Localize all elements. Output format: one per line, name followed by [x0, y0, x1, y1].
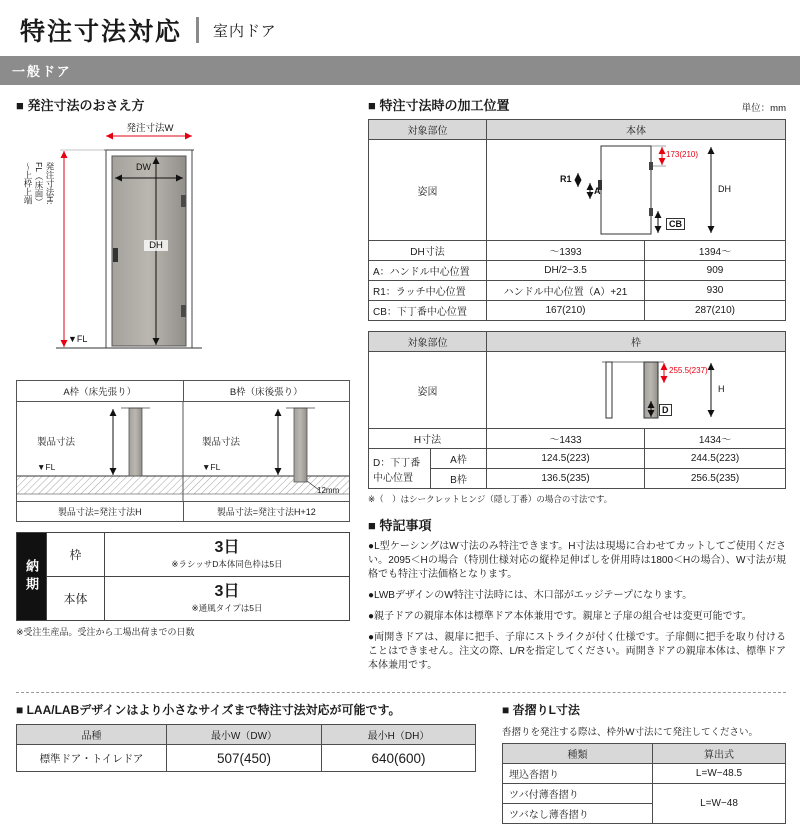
delivery-label: 納期 [24, 558, 39, 595]
table-row [369, 120, 786, 140]
fl-label: ▼FL [68, 334, 88, 344]
frame-sub-label: B枠 [431, 469, 487, 489]
row-value: 1394〜 [645, 241, 786, 261]
fl-b-label: ▼FL [202, 462, 221, 472]
delivery-part: 本体 [47, 577, 105, 621]
frame-processing-section [368, 331, 786, 505]
min-w-cell: 507(450) [167, 745, 322, 772]
table-row [17, 533, 350, 577]
order-width-label: 発注寸法W [126, 123, 174, 134]
page-header [0, 0, 800, 56]
table-row [369, 281, 786, 301]
r1-dim-label: R1 [560, 174, 572, 184]
offset-12mm-label: 12mm [317, 486, 340, 495]
row-value: 〜1393 [487, 241, 645, 261]
part-header: 対象部位 [369, 332, 487, 352]
frame-sub-label: A枠 [431, 449, 487, 469]
type-cell: ツバなし薄沓摺り [503, 804, 653, 824]
laa-heading: ■ LAA/LABデザインはより小さなサイズまで特注寸法対応が可能です。 [16, 703, 401, 717]
table-row [369, 241, 786, 261]
row-value: 136.5(235) [487, 469, 645, 489]
frame-a-formula: 製品寸法=発注寸法H [17, 502, 184, 521]
frame-comparison [16, 380, 350, 522]
processing-heading-row [368, 95, 786, 114]
figure-cell [487, 140, 786, 241]
d-label-line2: 中心位置 [373, 472, 413, 484]
d-label-line1: D：下丁番 [373, 457, 421, 469]
part-header: 対象部位 [369, 120, 487, 140]
unit-label: 単位：mm [741, 103, 786, 114]
column-header: 品種 [17, 725, 167, 745]
order-height-label [22, 162, 55, 342]
delivery-note: ※ラシッサD本体同色枠は5日 [171, 558, 283, 569]
table-row [369, 449, 786, 469]
delivery-label-cell [17, 533, 47, 621]
table-row [369, 352, 786, 429]
formula-cell: L=W−48 [653, 784, 786, 824]
row-label: R1：ラッチ中心位置 [369, 281, 487, 301]
category-bar: 一般ドア [0, 56, 800, 85]
table-row [369, 429, 786, 449]
row-value: 287(210) [645, 301, 786, 321]
bottom-section [16, 692, 786, 824]
row-value: 1434〜 [645, 429, 786, 449]
row-label: A：ハンドル中心位置 [369, 261, 487, 281]
row-value: 167(210) [487, 301, 645, 321]
body-processing-table [368, 119, 786, 321]
delivery-days: 3日 [214, 583, 240, 601]
row-label: CB：下丁番中心位置 [369, 301, 487, 321]
table-row [17, 577, 350, 621]
delivery-days: 3日 [214, 539, 240, 557]
row-value: DH/2−3.5 [487, 261, 645, 281]
delivery-footnote: ※受注生産品。受注から工場出荷までの日数 [16, 627, 195, 637]
dh-dim-label: DH [718, 184, 731, 194]
row-value: ハンドル中心位置（A）+21 [487, 281, 645, 301]
dh-label: DH [144, 240, 168, 251]
target-header: 枠 [487, 332, 786, 352]
order-height-line2: FL（床面） [34, 162, 44, 206]
order-height-line1: 発注寸法H: [45, 162, 55, 205]
delivery-value-cell [105, 577, 350, 621]
row-label: H寸法 [369, 429, 487, 449]
special-notes-heading: ■ 特記事項 [368, 518, 432, 533]
list-item: ●両開きドアは、親扉に把手、子扉にストライクが付く仕様です。子扉側に把手を取り付けることはできません。注文の際、L/Rを指定してください。両開きドアの親扉本体は、標準ドア本体兼用です。 [368, 632, 786, 671]
delivery-note: ※通風タイプは5日 [191, 602, 263, 613]
frame-a-header: A枠（床先張り） [17, 381, 184, 401]
table-row [369, 469, 786, 489]
h-dim-label: H [718, 384, 725, 394]
figure-label: 姿図 [369, 140, 487, 241]
list-item: ●L型ケーシングはW寸法のみ特注できます。H寸法は現場に合わせてカットしてご使用ください。2095＜Hの場合（特別仕様対応の縦枠足伸ばしを併用時は1800＜Hの場合）、W寸法が規格でも特注寸法価格となります。 [368, 541, 786, 580]
product-dim-b-label: 製品寸法 [202, 437, 241, 448]
table-row [503, 744, 786, 764]
cb-dim-label: CB [666, 218, 685, 230]
type-cell: ツバ付薄沓摺り [503, 784, 653, 804]
title-divider [196, 17, 199, 43]
frame-comparison-footer [17, 502, 349, 521]
hinge-top-dim: 173(210) [666, 150, 699, 159]
figure-cell [487, 352, 786, 429]
frame-comparison-body [17, 402, 349, 502]
page-title: 特注寸法対応 [20, 18, 183, 46]
list-item: ●親子ドアの親扉本体は標準ドア本体兼用です。親扉と子扉の組合せは変更可能です。 [368, 611, 752, 622]
frame-figure [506, 354, 766, 426]
table-row [17, 725, 476, 745]
table-row [503, 764, 786, 784]
kutsuzuri-heading: ■ 沓摺りL寸法 [502, 703, 580, 717]
column-header: 種類 [503, 744, 653, 764]
page-subtitle: 室内ドア [213, 22, 277, 40]
table-row [369, 332, 786, 352]
column-header: 算出式 [653, 744, 786, 764]
main-content [0, 85, 800, 680]
hinge-top-dim: 255.5(237) [669, 366, 708, 375]
row-value: 930 [645, 281, 786, 301]
secret-hinge-note: ※（ ）はシークレットヒンジ（隠し丁番）の場合の寸法です。 [368, 494, 613, 504]
kutsuzuri-section [502, 701, 786, 824]
d-position-label [369, 449, 431, 489]
fl-a-label: ▼FL [37, 462, 56, 472]
target-header: 本体 [487, 120, 786, 140]
frame-comparison-header [17, 381, 349, 402]
delivery-value-cell [105, 533, 350, 577]
column-header: 最小W（DW） [167, 725, 322, 745]
left-column [16, 95, 354, 680]
table-row [369, 301, 786, 321]
table-row [17, 745, 476, 772]
formula-cell: L=W−48.5 [653, 764, 786, 784]
kind-cell: 標準ドア・トイレドア [17, 745, 167, 772]
order-dimension-diagram [16, 120, 350, 372]
delivery-table [16, 532, 350, 621]
table-row [503, 784, 786, 804]
d-dim-label: D [659, 404, 672, 416]
row-value: 124.5(223) [487, 449, 645, 469]
row-value: 256.5(235) [645, 469, 786, 489]
table-row [369, 140, 786, 241]
delivery-part: 枠 [47, 533, 105, 577]
right-column [368, 95, 786, 680]
dw-label: DW [136, 162, 151, 172]
door-diagram-art [16, 120, 350, 372]
row-value: 244.5(223) [645, 449, 786, 469]
kutsuzuri-description: 沓摺りを発注する際は、枠外W寸法にて発注してください。 [502, 727, 758, 738]
order-height-line3: 〜上枠上端 [23, 162, 33, 205]
order-dimension-heading: ■ 発注寸法のおさえ方 [16, 98, 145, 113]
column-header: 最小H（DH） [322, 725, 476, 745]
processing-heading: ■ 特注寸法時の加工位置 [368, 98, 510, 113]
figure-label: 姿図 [369, 352, 487, 429]
laa-table [16, 724, 476, 772]
frame-b-header: B枠（床後張り） [229, 387, 303, 398]
type-cell: 埋込沓摺り [503, 764, 653, 784]
frame-processing-table [368, 331, 786, 489]
row-value: 〜1433 [487, 429, 645, 449]
table-row [369, 261, 786, 281]
frame-figure-art [506, 354, 766, 426]
body-figure [506, 142, 766, 238]
special-notes-list [368, 540, 786, 673]
product-dim-a-label: 製品寸法 [37, 437, 76, 448]
frame-b-formula: 製品寸法=発注寸法H+12 [216, 507, 316, 517]
a-dim-label: A [594, 186, 601, 196]
laa-section [16, 701, 478, 824]
kutsuzuri-table [502, 743, 786, 824]
frame-comparison-art [17, 402, 349, 502]
min-h-cell: 640(600) [322, 745, 476, 772]
list-item: ●LWBデザインのW特注寸法時には、木口部がエッジテープになります。 [368, 590, 693, 601]
row-label: DH寸法 [369, 241, 487, 261]
row-value: 909 [645, 261, 786, 281]
